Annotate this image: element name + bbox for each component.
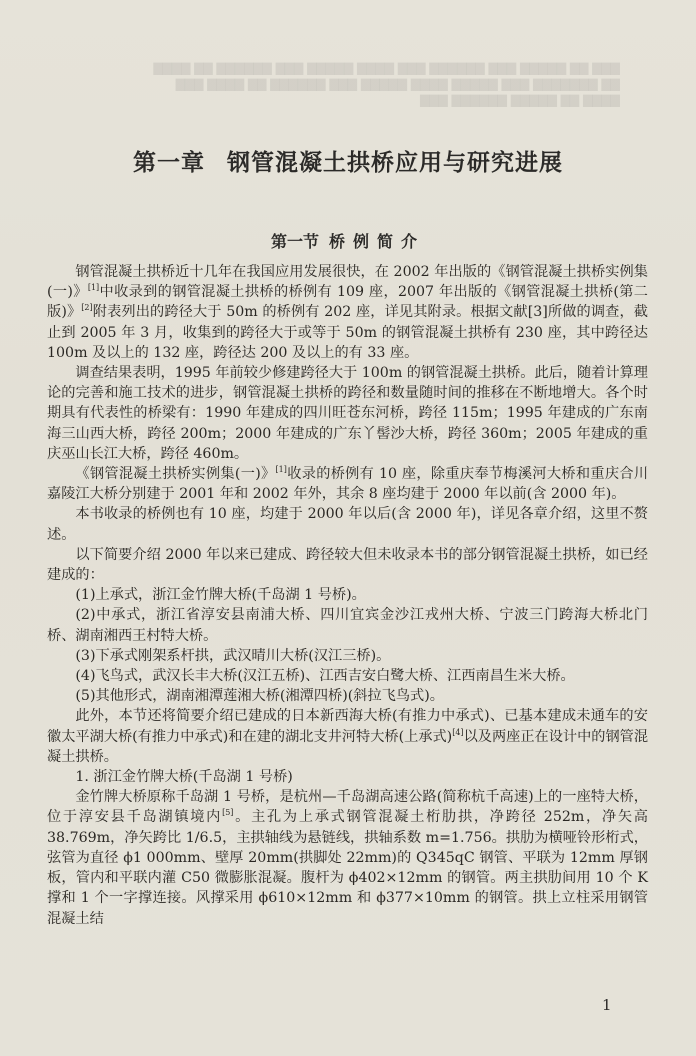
section-title-text: 桥例简介 xyxy=(329,232,426,251)
citation-superscript: [1] xyxy=(275,465,287,475)
paragraph xyxy=(47,262,648,363)
section-label: 第一节 xyxy=(270,232,319,251)
paragraph-text: 1. 浙江金竹牌大桥(千岛湖 1 号桥) xyxy=(75,769,293,786)
paragraph xyxy=(47,646,648,666)
citation-superscript: [1] xyxy=(87,283,100,293)
paragraph-text: 本书收录的桥例也有 10 座，均建于 2000 年以后(含 2000 年)，详见各章介绍，这里不赘述。 xyxy=(47,506,648,543)
paragraph-text: 中收录到的钢管混凝土拱桥的桥例有 109 座，2007 年出版的《钢管混凝土拱桥(第二版)》 xyxy=(47,284,648,321)
paragraph-text: 调查结果表明，1995 年前较少修建跨径大于 100m 的钢管混凝土拱桥。此后，随着计算理论的完善和施工技术的进步，钢管混凝土拱桥的跨径和数量随时间的推移在不断地增大。各个时期具有代表性的桥梁有：1990 年建成的四川旺苍东河桥，跨径 115m；1995 年建成的广东南海三山西大桥，跨径 200m；2000 年建成的广东丫髻沙大桥，跨径 360m；2005 年建成的重庆巫山长江大桥，跨径 460m。 xyxy=(47,365,648,462)
paragraph-text: (2)中承式，浙江省淳安县南浦大桥、四川宜宾金沙江戎州大桥、宁波三门跨海大桥北门桥、湖南湘西王村特大桥。 xyxy=(47,607,648,644)
paragraph-text: 附表列出的跨径大于 50m 的桥例有 202 座，详见其附录。根据文献[3]所做的调查，截止到 2005 年 3 月，收集到的跨径大于或等于 50m 的钢管混凝土拱桥有 230 座，其中跨径达 100m 及以上的 132 座，跨径达 200 及以上的有 33 座。 xyxy=(47,304,648,361)
paragraph-text: 以下简要介绍 2000 年以来已建成、跨径较大但未收录本书的部分钢管混凝土拱桥，如已经建成的： xyxy=(47,546,648,584)
citation-superscript: [5] xyxy=(222,808,234,818)
paragraph-text: 。主孔为上承式钢管混凝土桁肋拱，净跨径 252m，净矢高 38.769m，净矢跨比 1/6.5，主拱轴线为悬链线，拱轴系数 m=1.756。拱肋为横哑铃形桁式，弦管为直径 ϕ1 000mm、壁厚 20mm(拱脚处 22mm)的 Q345qC 钢管、平联为 12mm 厚钢板，管内和平联内灌 C50 微膨胀混凝。腹杆为 ϕ402×12mm 的钢管。两主拱肋间用 10 个 K 撑和 1 个一字撑连接。风撑采用 ϕ610×12mm 和 ϕ377×10mm 的钢管。拱上立柱采用钢管混凝土结 xyxy=(47,809,648,927)
section-title xyxy=(0,229,696,252)
paragraph xyxy=(47,464,648,504)
body-text xyxy=(47,262,648,929)
paragraph-text: 金竹牌大桥原称千岛湖 1 号桥，是杭州—千岛湖高速公路(简称杭千高速)上的一座特大桥，位于淳安县千岛湖镇境内 xyxy=(47,789,648,826)
paragraph-text: 此外，本节还将简要介绍已建成的日本新西海大桥(有推力中承式)、已基本建成未通车的安徽太平湖大桥(有推力中承式)和在建的湖北支井河特大桥(上承式) xyxy=(47,708,648,745)
paragraph xyxy=(47,504,648,544)
paragraph-text: 以及两座正在设计中的钢管混凝土拱桥。 xyxy=(47,728,649,765)
paragraph xyxy=(47,787,648,928)
paragraph xyxy=(47,605,648,645)
paragraph xyxy=(47,706,648,767)
chapter-title-text: 钢管混凝土拱桥应用与研究进展 xyxy=(227,150,563,176)
paragraph-text: (1)上承式，浙江金竹牌大桥(千岛湖 1 号桥)。 xyxy=(75,587,366,604)
paragraph-text: 《钢管混凝土拱桥实例集(一)》 xyxy=(75,466,276,483)
paragraph-text: (3)下承式刚架系杆拱，武汉晴川大桥(汉江三桥)。 xyxy=(75,647,391,664)
paragraph xyxy=(47,686,648,706)
paragraph-text: (5)其他形式，湖南湘潭莲湘大桥(湘潭四桥)(斜拉飞鸟式)。 xyxy=(75,688,444,705)
paragraph xyxy=(47,545,648,585)
chapter-title xyxy=(0,144,696,177)
citation-superscript: [2] xyxy=(81,303,93,313)
page-number: 1 xyxy=(602,996,612,1014)
paragraph-text: 收录的桥例有 10 座，除重庆奉节梅溪河大桥和重庆合川嘉陵江大桥分别建于 2001 年和 2002 年外，其余 8 座均建于 2000 年以前(含 2000 年)。 xyxy=(47,466,649,503)
paragraph xyxy=(47,767,648,787)
paragraph xyxy=(47,363,648,464)
paragraph-text: (4)飞鸟式，武汉长丰大桥(汉江五桥)、江西吉安白鹭大桥、江西南昌生米大桥。 xyxy=(75,668,575,685)
bleed-through-text: ▇▇▇ ▇▇ ▇▇▇▇▇ ▇▇▇ ▇▇▇▇▇▇ ▇▇▇ ▇▇▇▇ ▇▇▇▇▇ ▇▇▇ ▇▇▇▇▇▇ ▇▇ ▇▇▇▇ ▇▇ ▇▇▇▇▇▇▇ ▇▇▇ ▇▇▇▇▇ ▇▇▇▇ ▇▇▇▇▇ ▇▇▇ ▇▇▇▇▇▇ ▇▇ ▇▇▇▇ ▇▇▇ ▇▇▇▇ ▇▇ ▇▇▇▇▇ ▇▇▇▇▇▇ ▇▇▇ xyxy=(153,61,620,107)
paragraph xyxy=(47,585,648,605)
citation-superscript: [4] xyxy=(452,727,464,737)
chapter-label: 第一章 xyxy=(133,150,205,176)
paragraph-text: 钢管混凝土拱桥近十几年在我国应用发展很快，在 2002 年出版的《钢管混凝土拱桥实例集(一)》 xyxy=(47,264,648,301)
paragraph xyxy=(47,666,648,686)
